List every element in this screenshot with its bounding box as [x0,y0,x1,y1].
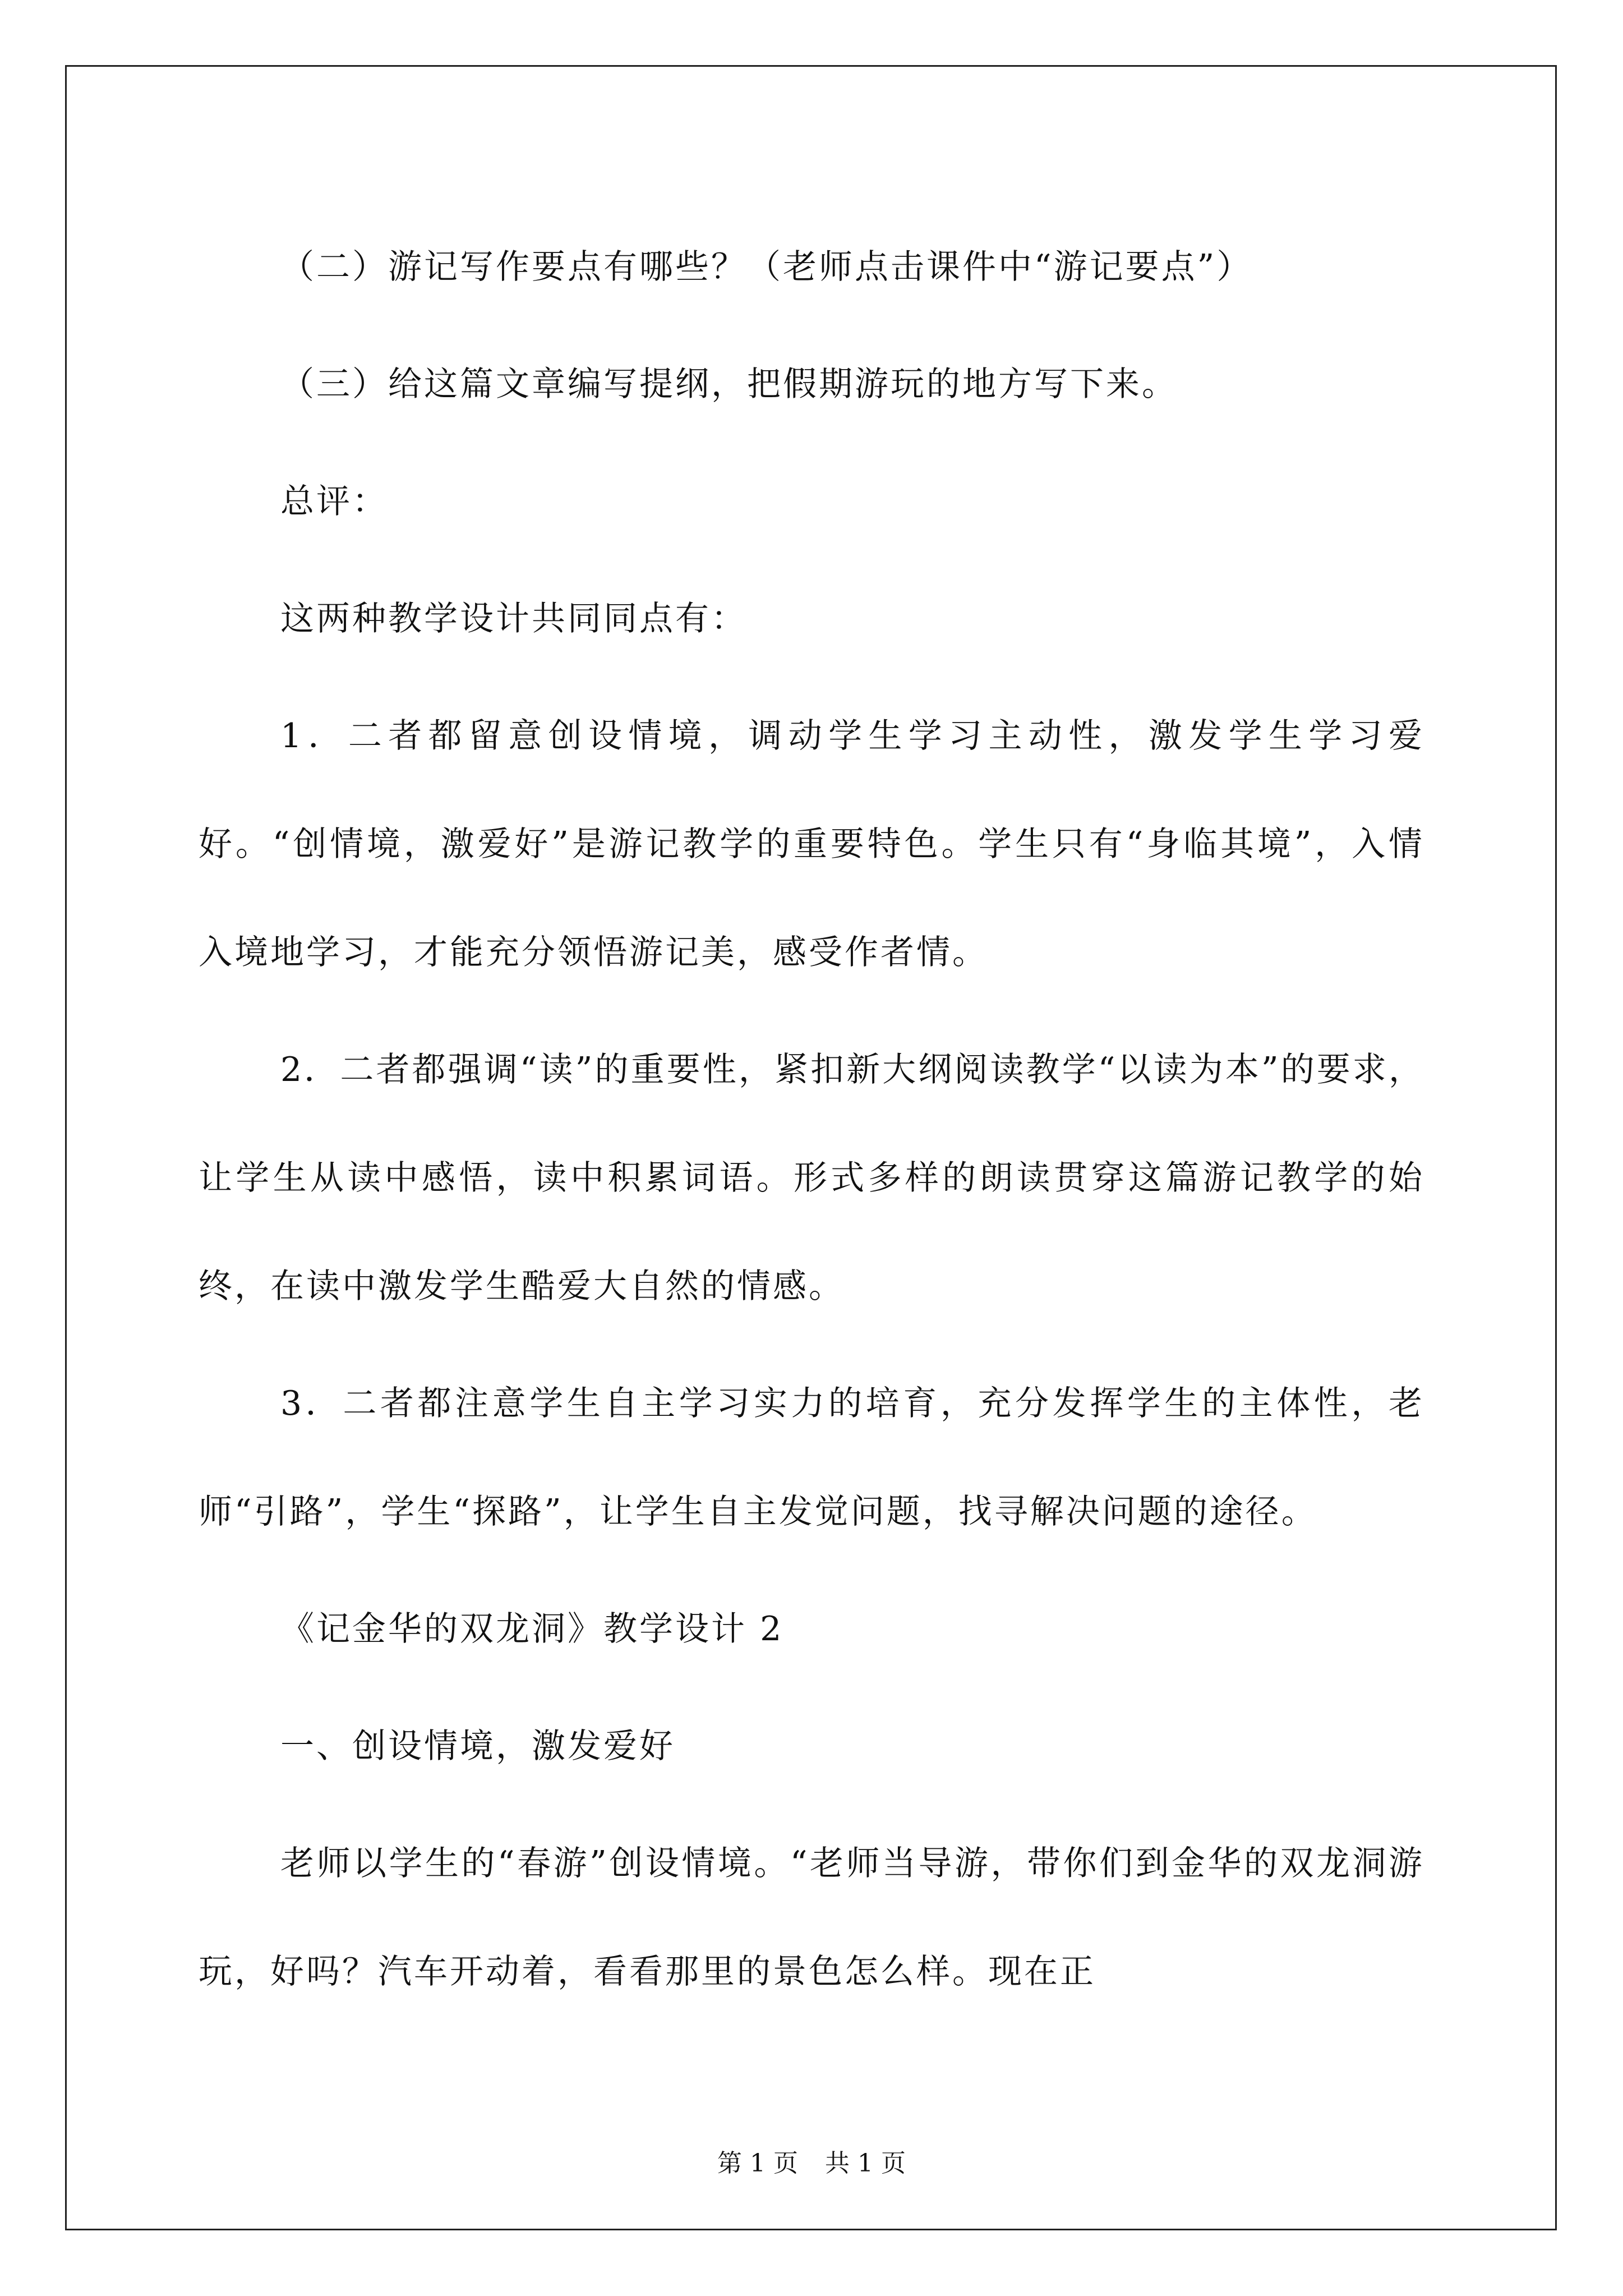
paragraph-point-2: 2．二者都强调“读”的重要性，紧扣新大纲阅读教学“以读为本”的要求，让学生从读中感悟，读中积累词语。形式多样的朗读贯穿这篇游记教学的始终，在读中激发学生酷爱大自然的情感。 [199,1050,1424,1306]
document-body [199,213,1424,2035]
page-footer [0,2143,1623,2179]
section-title-design-2: 《记金华的双龙洞》教学设计 2 [280,1609,784,1649]
paragraph-section-2-question: （二）游记写作要点有哪些？（老师点击课件中“游记要点”） [280,247,1253,287]
paragraph-point-1: 1．二者都留意创设情境，调动学生学习主动性，激发学生学习爱好。“创情境，激爱好”是游记教学的重要特色。学生只有“身临其境”，入情入境地学习，才能充分领悟游记美，感受作者情。 [199,716,1424,972]
paragraph-section-3-outline: （三）给这篇文章编写提纲，把假期游玩的地方写下来。 [280,365,1178,404]
page-total: 共 1 页 [825,2149,906,2178]
page-number: 第 1 页 [717,2149,798,2178]
paragraph-summary-heading: 总评： [280,482,388,521]
paragraph-point-3: 3．二者都注意学生自主学习实力的培育，充分发挥学生的主体性，老师“引路”，学生“探路”，让学生自主发觉问题，找寻解决问题的途径。 [199,1384,1424,1531]
paragraph-spring-trip: 老师以学生的“春游”创设情境。“老师当导游，带你们到金华的双龙洞游玩，好吗？汽车开动着，看看那里的景色怎么样。现在正 [199,1844,1424,1991]
paragraph-common-points-intro: 这两种教学设计共同同点有： [280,599,747,638]
section-heading-1: 一、创设情境，激发爱好 [280,1727,675,1766]
